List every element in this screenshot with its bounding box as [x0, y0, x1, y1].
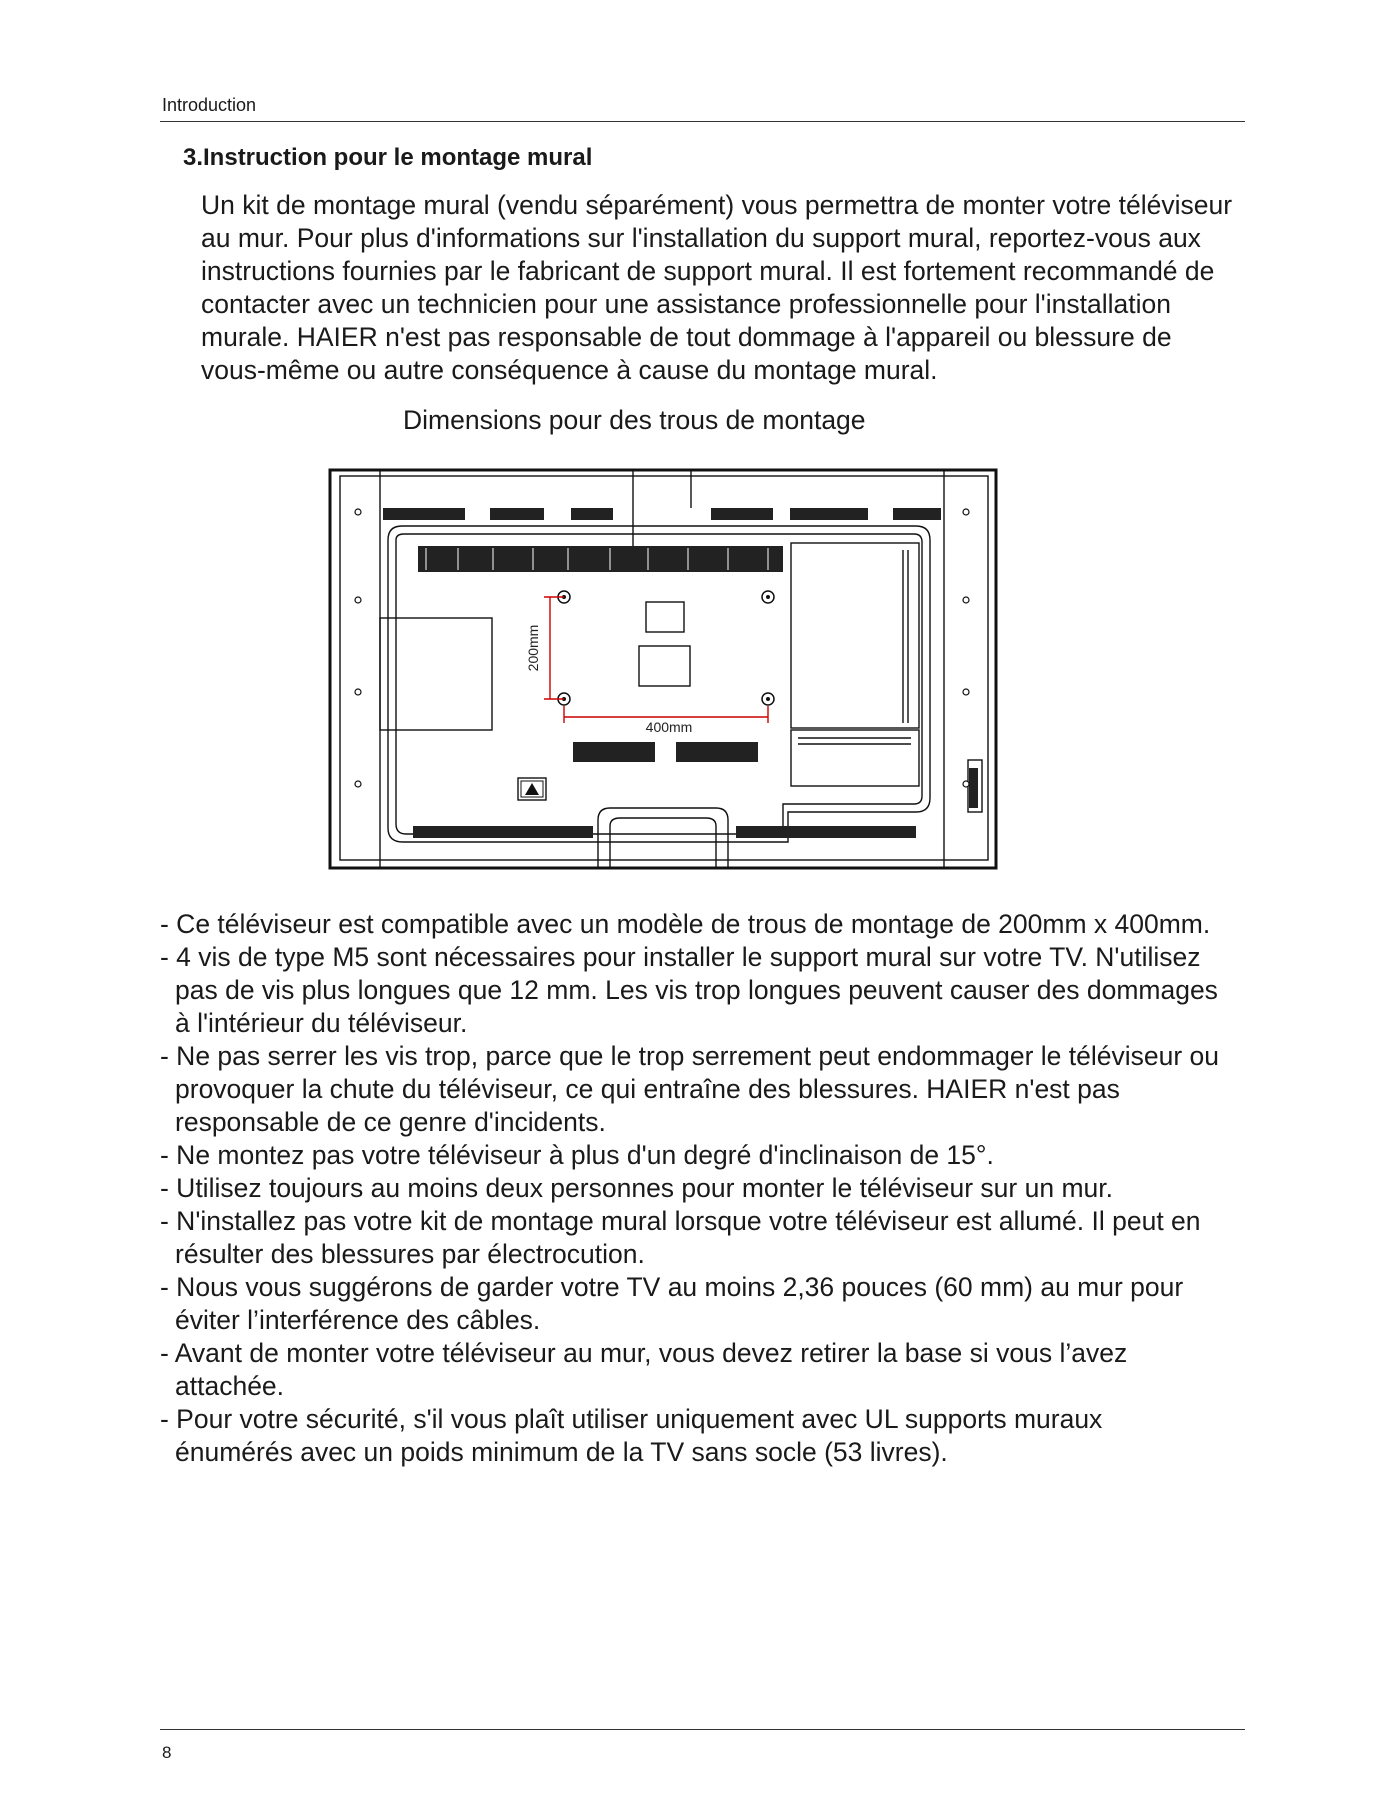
intro-paragraph [201, 189, 1276, 387]
stand-mount [598, 808, 728, 868]
note-line: - 4 vis de type M5 sont nécessaires pour installer le support mural sur votre TV. N'utilisez [160, 942, 1201, 972]
note-item [160, 941, 1270, 1040]
intro-line: murale. HAIER n'est pas responsable de tout dommage à l'appareil ou blessure de [201, 322, 1172, 352]
note-line: - Ne pas serrer les vis trop, parce que le trop serrement peut endommager le téléviseur ou [160, 1041, 1220, 1071]
note-line: attachée. [175, 1371, 285, 1401]
header-rule [160, 121, 1245, 122]
horizontal-dimension-label: 400mm [645, 719, 693, 735]
note-line: éviter l’interférence des câbles. [175, 1305, 541, 1335]
intro-line: instructions fournies par le fabricant de support mural. Il est fortement recommandé de [201, 256, 1215, 286]
intro-line: au mur. Pour plus d'informations sur l'installation du support mural, reportez-vous aux [201, 223, 1201, 253]
note-item [160, 908, 1270, 941]
note-line: résulter des blessures par électrocution. [175, 1239, 645, 1269]
note-item [160, 1403, 1270, 1469]
note-item [160, 1139, 1270, 1172]
power-board-cover [791, 543, 919, 728]
note-line: provoquer la chute du téléviseur, ce qui entraîne des blessures. HAIER n'est pas [175, 1074, 1120, 1104]
lower-vent [573, 742, 655, 762]
note-item [160, 1040, 1270, 1139]
bottom-vent [413, 826, 593, 838]
top-vent [383, 508, 465, 520]
note-line: à l'intérieur du téléviseur. [175, 1008, 468, 1038]
footer-rule [160, 1729, 1245, 1730]
safety-notes-list [160, 908, 1270, 1469]
tv-back-panel-diagram [328, 468, 998, 870]
section-title: 3.Instruction pour le montage mural [183, 144, 593, 171]
note-item [160, 1337, 1270, 1403]
note-line: - Ne montez pas votre téléviseur à plus d'un degré d'inclinaison de 15°. [160, 1140, 994, 1170]
note-item [160, 1271, 1270, 1337]
note-line: pas de vis plus longues que 12 mm. Les vis trop longues peuvent causer des dommages [175, 975, 1218, 1005]
note-line: - Avant de monter votre téléviseur au mur, vous devez retirer la base si vous l’avez [160, 1338, 1128, 1368]
note-line: - N'installez pas votre kit de montage mural lorsque votre téléviseur est allumé. Il peut en [160, 1206, 1201, 1236]
note-item [160, 1205, 1270, 1271]
running-header: Introduction [162, 95, 257, 115]
intro-line: Un kit de montage mural (vendu séparément) vous permettra de monter votre téléviseur [201, 190, 1233, 220]
page-number: 8 [162, 1743, 172, 1762]
rear-shell-outline [388, 526, 930, 842]
label-plate [646, 602, 684, 632]
note-line: - Pour votre sécurité, s'il vous plaît utiliser uniquement avec UL supports muraux [160, 1404, 1103, 1434]
spec-plate [639, 646, 690, 686]
intro-line: contacter avec un technicien pour une assistance professionnelle pour l'installation [201, 289, 1171, 319]
note-item [160, 1172, 1270, 1205]
note-line: - Nous vous suggérons de garder votre TV au moins 2,36 pouces (60 mm) au mur pour [160, 1272, 1184, 1302]
intro-line: vous-même ou autre conséquence à cause du montage mural. [201, 355, 938, 385]
note-line: - Ce téléviseur est compatible avec un modèle de trous de montage de 200mm x 400mm. [160, 909, 1211, 939]
figure-caption: Dimensions pour des trous de montage [403, 405, 866, 435]
note-line: énumérés avec un poids minimum de la TV sans socle (53 livres). [175, 1437, 948, 1467]
note-line: responsable de ce genre d'incidents. [175, 1107, 606, 1137]
vertical-dimension-label: 200mm [525, 624, 541, 672]
note-line: - Utilisez toujours au moins deux personnes pour monter le téléviseur sur un mur. [160, 1173, 1113, 1203]
